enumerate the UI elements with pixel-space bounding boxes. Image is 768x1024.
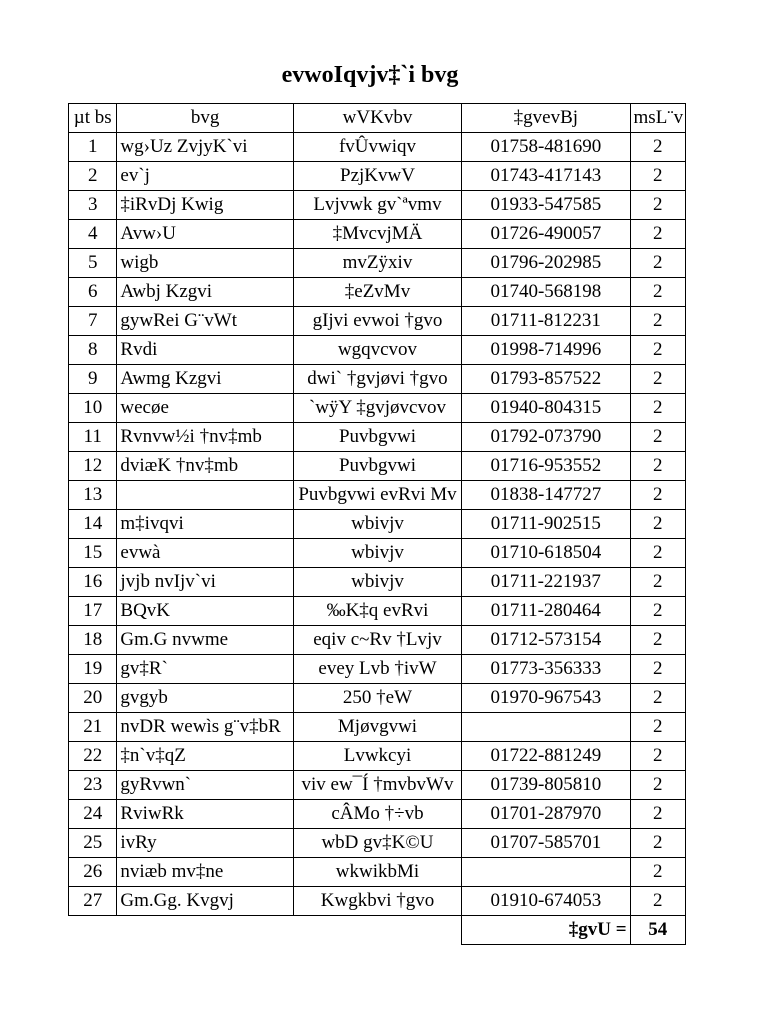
table-row <box>69 742 686 771</box>
row-address-cell: Lvwkcyi <box>293 742 461 771</box>
row-sl-cell: 2 <box>69 162 117 191</box>
row-phone-cell: 01722-881249 <box>462 742 630 771</box>
row-name-cell: Gm.G nvwme <box>117 626 293 655</box>
total-row <box>69 916 686 945</box>
row-qty-cell: 2 <box>630 800 685 829</box>
row-address-cell: ‡MvcvjMÄ <box>293 220 461 249</box>
row-qty-cell: 2 <box>630 858 685 887</box>
row-sl-cell: 10 <box>69 394 117 423</box>
row-address-cell: Puvbgvwi <box>293 423 461 452</box>
row-qty-cell: 2 <box>630 307 685 336</box>
row-phone-cell: 01758-481690 <box>462 133 630 162</box>
row-sl-cell: 22 <box>69 742 117 771</box>
row-sl-cell: 19 <box>69 655 117 684</box>
roster-table <box>68 103 686 945</box>
table-row <box>69 829 686 858</box>
row-name-cell: wecøe <box>117 394 293 423</box>
row-address-cell: ‡eZvMv <box>293 278 461 307</box>
row-phone-cell: 01707-585701 <box>462 829 630 858</box>
row-sl-cell: 7 <box>69 307 117 336</box>
row-phone-cell: 01716-953552 <box>462 452 630 481</box>
row-qty-cell: 2 <box>630 365 685 394</box>
row-name-cell: RviwRk <box>117 800 293 829</box>
row-sl-cell: 1 <box>69 133 117 162</box>
row-phone-cell: 01743-417143 <box>462 162 630 191</box>
row-phone-cell: 01940-804315 <box>462 394 630 423</box>
row-address-cell: PzjKvwV <box>293 162 461 191</box>
row-name-cell: evwà <box>117 539 293 568</box>
header-phone: ‡gvevBj <box>462 104 630 133</box>
row-name-cell: Rvdi <box>117 336 293 365</box>
row-sl-cell: 11 <box>69 423 117 452</box>
header-row <box>69 104 686 133</box>
row-phone-cell: 01712-573154 <box>462 626 630 655</box>
row-sl-cell: 9 <box>69 365 117 394</box>
row-name-cell: gvgyb <box>117 684 293 713</box>
row-qty-cell: 2 <box>630 742 685 771</box>
row-qty-cell: 2 <box>630 655 685 684</box>
row-qty-cell: 2 <box>630 191 685 220</box>
table-row <box>69 858 686 887</box>
row-address-cell: wbivjv <box>293 539 461 568</box>
row-phone-cell: 01711-902515 <box>462 510 630 539</box>
row-address-cell: fvÛvwiqv <box>293 133 461 162</box>
row-address-cell: wbD gv‡K©U <box>293 829 461 858</box>
row-address-cell: gIjvi evwoi †gvo <box>293 307 461 336</box>
row-phone-cell: 01726-490057 <box>462 220 630 249</box>
row-phone-cell: 01792-073790 <box>462 423 630 452</box>
table-row <box>69 481 686 510</box>
row-qty-cell: 2 <box>630 481 685 510</box>
table-row <box>69 568 686 597</box>
row-qty-cell: 2 <box>630 597 685 626</box>
row-qty-cell: 2 <box>630 162 685 191</box>
row-qty-cell: 2 <box>630 249 685 278</box>
table-row <box>69 539 686 568</box>
row-name-cell: dviæK †nv‡mb <box>117 452 293 481</box>
row-phone-cell: 01910-674053 <box>462 887 630 916</box>
row-qty-cell: 2 <box>630 510 685 539</box>
row-sl-cell: 25 <box>69 829 117 858</box>
row-sl-cell: 12 <box>69 452 117 481</box>
row-name-cell <box>117 481 293 510</box>
row-address-cell: Mjøvgvwi <box>293 713 461 742</box>
row-name-cell: gywRei G¨vWt <box>117 307 293 336</box>
row-sl-cell: 16 <box>69 568 117 597</box>
table-row <box>69 800 686 829</box>
row-sl-cell: 3 <box>69 191 117 220</box>
row-phone-cell: 01970-967543 <box>462 684 630 713</box>
row-sl-cell: 17 <box>69 597 117 626</box>
row-name-cell: ivRy <box>117 829 293 858</box>
row-name-cell: gyRvwn` <box>117 771 293 800</box>
table-row <box>69 771 686 800</box>
row-sl-cell: 4 <box>69 220 117 249</box>
table-row <box>69 394 686 423</box>
row-name-cell: Gm.Gg. Kvgvj <box>117 887 293 916</box>
row-qty-cell: 2 <box>630 887 685 916</box>
row-qty-cell: 2 <box>630 568 685 597</box>
row-address-cell: mvZÿxiv <box>293 249 461 278</box>
header-name: bvg <box>117 104 293 133</box>
row-address-cell: Puvbgvwi evRvi Mv <box>293 481 461 510</box>
row-sl-cell: 6 <box>69 278 117 307</box>
row-qty-cell: 2 <box>630 626 685 655</box>
table-row <box>69 191 686 220</box>
row-name-cell: Avw›U <box>117 220 293 249</box>
row-address-cell: dwi` †gvjøvi †gvo <box>293 365 461 394</box>
row-phone-cell: 01739-805810 <box>462 771 630 800</box>
row-name-cell: ‡iRvDj Kwig <box>117 191 293 220</box>
table-row <box>69 684 686 713</box>
row-phone-cell: 01711-280464 <box>462 597 630 626</box>
row-name-cell: ev`j <box>117 162 293 191</box>
row-phone-cell: 01710-618504 <box>462 539 630 568</box>
table-row <box>69 452 686 481</box>
table-row <box>69 510 686 539</box>
row-address-cell: wkwikbMi <box>293 858 461 887</box>
row-address-cell: wbivjv <box>293 510 461 539</box>
row-address-cell: Kwgkbvi †gvo <box>293 887 461 916</box>
roster-body <box>69 133 686 916</box>
row-name-cell: Awbj Kzgvi <box>117 278 293 307</box>
row-phone-cell <box>462 713 630 742</box>
row-sl-cell: 20 <box>69 684 117 713</box>
total-value: 54 <box>630 916 685 945</box>
row-address-cell: `wÿY ‡gvjøvcvov <box>293 394 461 423</box>
row-qty-cell: 2 <box>630 829 685 858</box>
header-sl: µt bs <box>69 104 117 133</box>
table-row <box>69 336 686 365</box>
row-qty-cell: 2 <box>630 423 685 452</box>
row-address-cell: 250 †eW <box>293 684 461 713</box>
table-row <box>69 220 686 249</box>
row-qty-cell: 2 <box>630 771 685 800</box>
table-row <box>69 626 686 655</box>
row-address-cell: ‰K‡q evRvi <box>293 597 461 626</box>
total-label: ‡gvU = <box>462 916 630 945</box>
row-address-cell: Lvjvwk gv`ªvmv <box>293 191 461 220</box>
row-name-cell: BQvK <box>117 597 293 626</box>
row-phone-cell: 01793-857522 <box>462 365 630 394</box>
row-name-cell: wg›Uz ZvjyK`vi <box>117 133 293 162</box>
row-phone-cell: 01796-202985 <box>462 249 630 278</box>
row-sl-cell: 14 <box>69 510 117 539</box>
row-name-cell: Awmg Kzgvi <box>117 365 293 394</box>
row-name-cell: Rvnvw½i †nv‡mb <box>117 423 293 452</box>
row-phone-cell: 01933-547585 <box>462 191 630 220</box>
row-phone-cell: 01998-714996 <box>462 336 630 365</box>
row-address-cell: wgqvcvov <box>293 336 461 365</box>
row-qty-cell: 2 <box>630 336 685 365</box>
table-row <box>69 655 686 684</box>
row-address-cell: cÂMo †÷vb <box>293 800 461 829</box>
row-phone-cell: 01740-568198 <box>462 278 630 307</box>
row-qty-cell: 2 <box>630 684 685 713</box>
row-phone-cell: 01838-147727 <box>462 481 630 510</box>
row-address-cell: evey Lvb †ivW <box>293 655 461 684</box>
row-sl-cell: 15 <box>69 539 117 568</box>
row-phone-cell: 01711-221937 <box>462 568 630 597</box>
row-name-cell: m‡ivqvi <box>117 510 293 539</box>
row-sl-cell: 13 <box>69 481 117 510</box>
row-sl-cell: 18 <box>69 626 117 655</box>
row-phone-cell: 01701-287970 <box>462 800 630 829</box>
row-qty-cell: 2 <box>630 278 685 307</box>
total-spacer <box>69 916 462 945</box>
row-address-cell: Puvbgvwi <box>293 452 461 481</box>
row-name-cell: jvjb nvIjv`vi <box>117 568 293 597</box>
table-row <box>69 597 686 626</box>
row-phone-cell: 01773-356333 <box>462 655 630 684</box>
row-sl-cell: 23 <box>69 771 117 800</box>
page-title: evwoIqvjv‡`i bvg <box>281 62 459 88</box>
row-address-cell: wbivjv <box>293 568 461 597</box>
row-qty-cell: 2 <box>630 452 685 481</box>
table-row <box>69 162 686 191</box>
row-name-cell: ‡n`v‡qZ <box>117 742 293 771</box>
table-row <box>69 133 686 162</box>
table-row <box>69 307 686 336</box>
row-name-cell: wigb <box>117 249 293 278</box>
row-name-cell: nvDR wewìs g¨v‡bR <box>117 713 293 742</box>
table-row <box>69 713 686 742</box>
row-qty-cell: 2 <box>630 539 685 568</box>
header-qty: msL¨v <box>630 104 685 133</box>
table-row <box>69 887 686 916</box>
row-sl-cell: 8 <box>69 336 117 365</box>
row-sl-cell: 27 <box>69 887 117 916</box>
row-sl-cell: 21 <box>69 713 117 742</box>
row-sl-cell: 24 <box>69 800 117 829</box>
row-sl-cell: 5 <box>69 249 117 278</box>
row-sl-cell: 26 <box>69 858 117 887</box>
row-qty-cell: 2 <box>630 220 685 249</box>
table-row <box>69 249 686 278</box>
row-qty-cell: 2 <box>630 133 685 162</box>
row-address-cell: eqiv c~Rv †Lvjv <box>293 626 461 655</box>
row-name-cell: gv‡R` <box>117 655 293 684</box>
row-qty-cell: 2 <box>630 713 685 742</box>
row-qty-cell: 2 <box>630 394 685 423</box>
row-phone-cell: 01711-812231 <box>462 307 630 336</box>
row-phone-cell <box>462 858 630 887</box>
table-row <box>69 423 686 452</box>
table-row <box>69 278 686 307</box>
table-row <box>69 365 686 394</box>
row-address-cell: viv ew¯Í †mvbvWv <box>293 771 461 800</box>
row-name-cell: nviæb mv‡ne <box>117 858 293 887</box>
header-address: wVKvbv <box>293 104 461 133</box>
